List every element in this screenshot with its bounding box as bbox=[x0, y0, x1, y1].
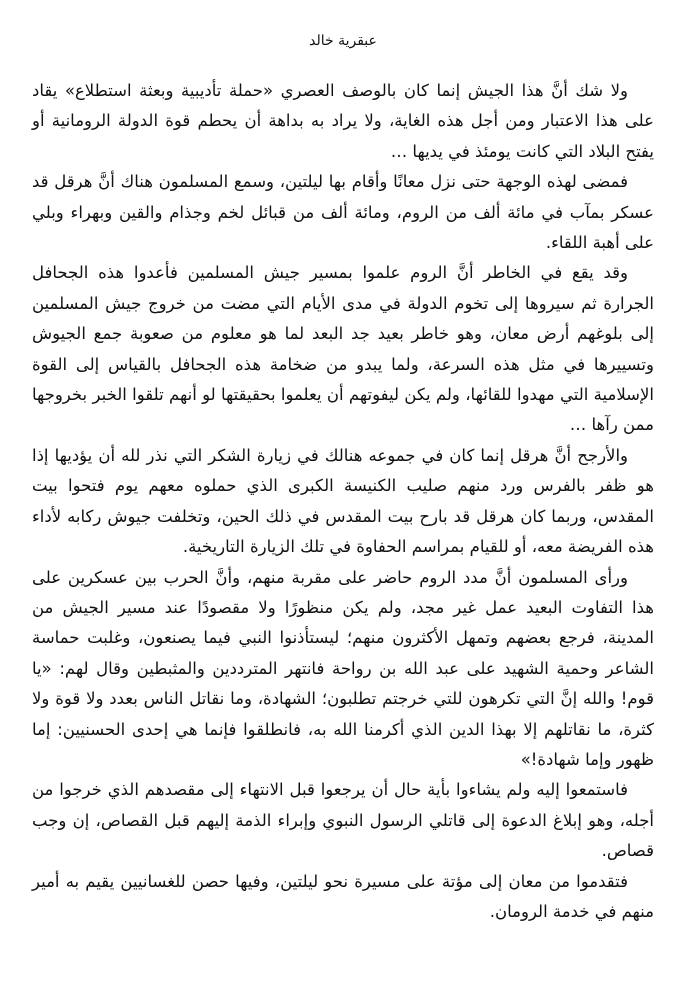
paragraph: وقد يقع في الخاطر أنَّ الروم علموا بمسير جيش المسلمين فأعدوا هذه الجحافل الجرارة ثم سيروها إلى تخوم الدولة في مدى الأيام التي مضت من خروج جيش المسلمين إلى بلوغهم أرض معان، وهو خاطر بعيد جد البعد لما هو معلوم من صعوبة جمع الجيوش وتسييرها في مثل هذه السرعة، ولما يبدو من ضخامة هذه الجحافل بالقياس إلى القوة الإسلامية التي مهدوا للقائها، ولم يكن ليفوتهم أن يعلموا بحقيقتها لو أنهم تلقوا الخبر بخروجها ممن رآها … bbox=[32, 263, 654, 435]
paragraph: والأرجح أنَّ هرقل إنما كان في جموعه هنالك في زيارة الشكر التي نذر لله أن يؤديها إذا هو ظفر بالفرس ورد منهم صليب الكنيسة الكبرى الذي حملوه معهم يوم فتحوا بيت المقدس، وربما كان هرقل قد بارح بيت المقدس في ذلك الحين، وتخلفت جيوش ركابه لأداء هذه الفريضة معه، أو للقيام بمراسم الحفاوة في تلك الزيارة التاريخية. bbox=[32, 445, 654, 557]
paragraph: ولا شك أنَّ هذا الجيش إنما كان بالوصف العصري «حملة تأديبية وبعثة استطلاع» يقاد على هذا الاعتبار ومن أجل هذه الغاية، ولا يراد به بداهة أن يحطم قوة الدولة الرومانية أو يفتح البلاد التي كانت يومئذ في يديها … bbox=[32, 81, 654, 161]
paragraph: فتقدموا من معان إلى مؤتة على مسيرة نحو ليلتين، وفيها حصن للغسانيين يقيم به أمير منهم في خدمة الرومان. bbox=[32, 871, 654, 921]
body-text bbox=[32, 76, 654, 927]
running-header: عبقرية خالد bbox=[309, 33, 377, 49]
paragraph: فمضى لهذه الوجهة حتى نزل معانًا وأقام بها ليلتين، وسمع المسلمون هناك أنَّ هرقل قد عسكر بمآب في مائة ألف من الروم، ومائة ألف من قبائل لخم وجذام والقين وبهراء وبلي على أهبة اللقاء. bbox=[32, 172, 654, 253]
paragraph: فاستمعوا إليه ولم يشاءوا بأية حال أن يرجعوا قبل الانتهاء إلى مقصدهم الذي خرجوا من أجله، وهو إبلاغ الدعوة إلى قاتلي الرسول النبوي وإبراء الذمة إليهم قبل القصاص، إن وجب قصاص. bbox=[32, 780, 654, 861]
paragraph: ورأى المسلمون أنَّ مدد الروم حاضر على مقربة منهم، وأنَّ الحرب بين عسكرين على هذا التفاوت البعيد عمل غير مجد، ولم يكن منظورًا ولا مقصودًا عند مسير الجيش من المدينة، فرجع بعضهم وتمهل الأكثرون منهم؛ ليستأذنوا النبي فيما يصنعون، وغلبت حماسة الشاعر وحمية الشهيد على عبد الله بن رواحة فانتهر المترددين والمثبطين وقال لهم: «يا قوم! والله إنَّ التي تكرهون للتي خرجتم تطلبون؛ الشهادة، وما نقاتل الناس بعدد ولا قوة ولا كثرة، ما نقاتلهم إلا بهذا الدين الذي أكرمنا الله به، فانطلقوا فإنما هي إحدى الحسنيين: إما ظهور وإما شهادة!» bbox=[32, 567, 654, 769]
book-page bbox=[32, 30, 654, 1000]
